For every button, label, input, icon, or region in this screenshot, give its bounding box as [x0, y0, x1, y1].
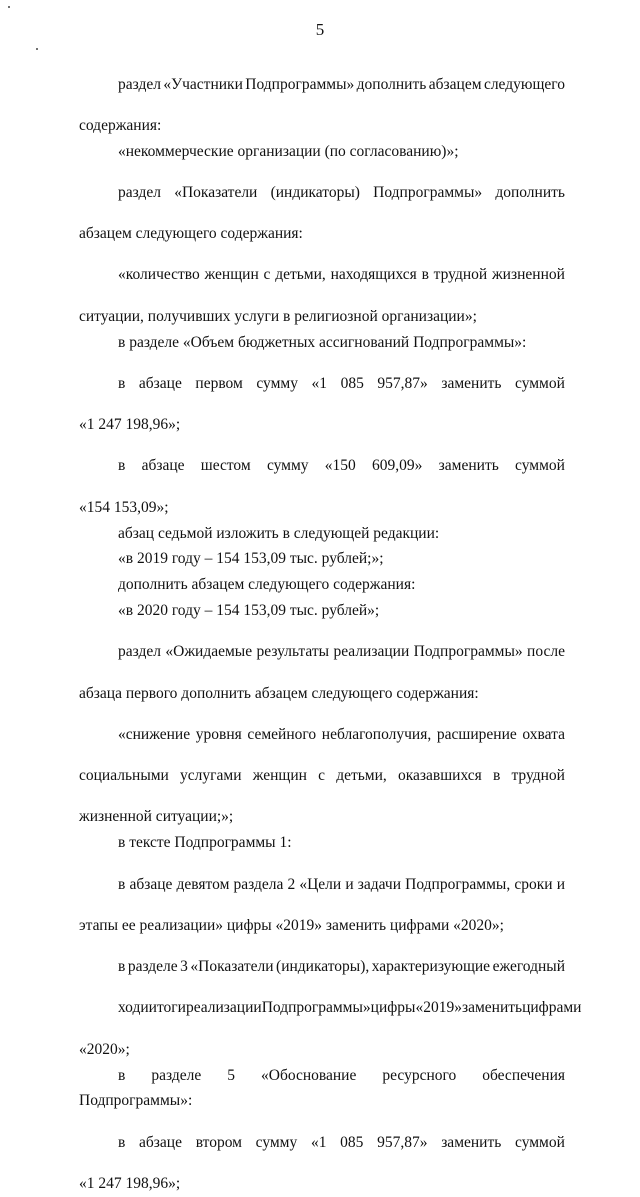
line-24: этапы ее реализации» цифры «2019» заменить цифрами «2020»; [79, 916, 504, 934]
word: трудной [511, 767, 565, 785]
word: Подпрограммы» [245, 75, 355, 93]
word: «Ожидаемые [165, 643, 253, 661]
line-28: в разделе 5 «Обоснование ресурсного обеспечения Подпрограммы»: [79, 1066, 565, 1110]
word: раздел [118, 75, 161, 93]
line-16: «в 2020 году – 154 153,09 тыс. рублей»; [118, 601, 380, 619]
line-5: абзацем следующего содержания: [79, 225, 303, 243]
word: в [118, 1133, 126, 1151]
word: раздела [233, 875, 284, 893]
word: характеризующие [371, 958, 491, 976]
word: сумму [256, 374, 298, 392]
line-15: дополнить абзацем следующего содержания: [118, 576, 416, 594]
word: «Цели [299, 875, 342, 893]
word: 085 [340, 1133, 364, 1151]
word: социальными [79, 767, 169, 785]
word: сроки [514, 875, 553, 893]
word: в [118, 374, 126, 392]
word: «150 [324, 457, 356, 475]
word: в [492, 767, 501, 785]
word: 957,87» [377, 1133, 428, 1151]
word: находящихся [330, 266, 417, 284]
word: 085 [340, 374, 364, 392]
word: в [118, 958, 126, 976]
line-11 [118, 453, 565, 479]
line-3: «некоммерческие организации (по согласованию)»; [118, 142, 459, 160]
line-19 [118, 722, 565, 748]
word: суммой [515, 457, 565, 475]
word: сумму [266, 457, 309, 475]
line-14: «в 2019 году – 154 153,09 тыс. рублей;»; [118, 550, 384, 568]
word: дополнить [495, 183, 565, 201]
word: реализации [333, 643, 410, 661]
line-23 [118, 872, 565, 898]
word: цифры [370, 999, 416, 1017]
word: 957,87» [377, 374, 428, 392]
word: «Показатели [190, 958, 274, 976]
line-12: «154 153,09»; [79, 498, 169, 516]
word: девятом [176, 875, 230, 893]
word: «2019» [415, 999, 462, 1017]
word: и [345, 875, 354, 893]
word: «1 [311, 374, 328, 392]
word: заменить [441, 1133, 502, 1151]
line-7: ситуации, получивших услуги в религиозной организации»; [79, 307, 477, 325]
word: заменить [441, 374, 502, 392]
line-27: «2020»; [79, 1040, 130, 1058]
word: в [118, 875, 126, 893]
word: детьми, [336, 767, 387, 785]
word: абзацем [428, 75, 482, 93]
word: разделе [127, 958, 178, 976]
word: Подпрограммы» [373, 183, 483, 201]
scan-speck [8, 6, 10, 8]
document-body [79, 56, 582, 1197]
word: реализации [185, 999, 262, 1017]
word: с [263, 266, 271, 284]
word: шестом [200, 457, 251, 475]
word: абзаце [138, 374, 182, 392]
word: и [556, 875, 565, 893]
word: 3 [180, 958, 188, 976]
word: охвата [522, 725, 565, 743]
word: семейного [247, 725, 317, 743]
line-6 [118, 262, 565, 288]
line-21: жизненной ситуации;»; [79, 808, 234, 826]
word: абзаце [139, 1133, 182, 1151]
word: абзаце [141, 457, 185, 475]
word: первом [195, 374, 243, 392]
word: Подпрограммы» [261, 999, 371, 1017]
word: уровня [195, 725, 242, 743]
word: итоги [148, 999, 186, 1017]
word: сумму [255, 1133, 298, 1151]
word: суммой [515, 374, 565, 392]
word: (индикаторы) [270, 183, 360, 201]
word: задачи [357, 875, 402, 893]
word: после [527, 643, 565, 661]
word: ежегодный [492, 958, 565, 976]
word: раздел [118, 183, 161, 201]
line-26 [118, 995, 582, 1021]
line-9 [118, 371, 565, 397]
word: и [140, 999, 149, 1017]
word: Подпрограммы, [405, 875, 511, 893]
word: расширение [436, 725, 517, 743]
word: (индикаторы), [276, 958, 370, 976]
word: втором [195, 1133, 242, 1151]
line-2: содержания: [79, 116, 162, 134]
word: женщин [252, 767, 307, 785]
word: следующего [483, 75, 565, 93]
word: цифрами [522, 999, 582, 1017]
line-10: «1 247 198,96»; [79, 416, 181, 434]
line-13: абзац седьмой изложить в следующей редакции: [118, 524, 440, 542]
word: заменить [461, 999, 523, 1017]
word: «Показатели [174, 183, 258, 201]
word: трудной [433, 266, 488, 284]
line-4 [118, 180, 565, 206]
word: услугами [180, 767, 242, 785]
line-22: в тексте Подпрограммы 1: [118, 834, 292, 852]
word: женщин [204, 266, 259, 284]
word: Подпрограммы» [413, 643, 523, 661]
line-8: в разделе «Объем бюджетных ассигнований Подпрограммы»: [118, 333, 527, 351]
word: 2 [287, 875, 296, 893]
page-number: 5 [315, 20, 325, 39]
line-25 [118, 954, 565, 980]
word: неблагополучия, [321, 725, 432, 743]
word: детьми, [275, 266, 326, 284]
word: заменить [438, 457, 499, 475]
line-29 [118, 1130, 565, 1156]
word: результаты [256, 643, 330, 661]
scan-speck [36, 48, 38, 50]
word: в [421, 266, 429, 284]
word: раздел [118, 643, 161, 661]
line-30: «1 247 198,96»; [79, 1174, 181, 1192]
word: 609,09» [372, 457, 423, 475]
line-20 [79, 763, 565, 789]
word: абзаце [129, 875, 173, 893]
word: «1 [310, 1133, 327, 1151]
word: «Участники [163, 75, 243, 93]
word: ход [118, 999, 141, 1017]
word: с [318, 767, 325, 785]
word: «снижение [118, 725, 191, 743]
line-18: абзаца первого дополнить абзацем следующего содержания: [79, 684, 479, 702]
word: в [118, 457, 126, 475]
word: суммой [515, 1133, 565, 1151]
word: дополнить [356, 75, 427, 93]
line-1 [118, 72, 565, 98]
word: жизненной [491, 266, 565, 284]
word: оказавшихся [397, 767, 482, 785]
word: «количество [118, 266, 200, 284]
line-17 [118, 639, 565, 665]
